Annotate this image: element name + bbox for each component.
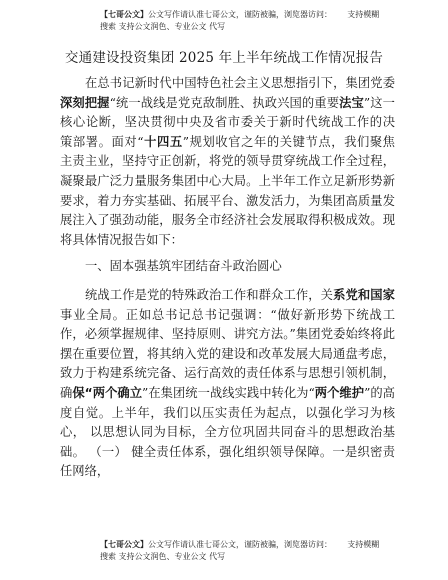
- emphasis-text: 保“两个确立: [72, 385, 143, 400]
- emphasis-text: 两个维护: [314, 385, 365, 400]
- section-paragraph: 统战工作是党的特殊政治工作和群众工作，关系党和国家事业全局。正如总书记总书记强调：“做好新形势下统战工作，必须掌握规律、坚持原则、讲究方法。”集团党委始终将此摆在重要位置，将其纳入党的建设和改革发展大局通盘考虑，致力于构建系统完备、运行高效的责任体系与思想引领机制，确保“两个确立”在集团统一战线实践中转化为“两个维护”的高度自觉。上半年，我们以压实责任为起点，以强化学习为核心， 以思想认同为目标，全方位巩固共同奋斗的思想政治基础。 （一） 健全责任体系，强化组织领导保障。一是织密责任网络，: [60, 287, 395, 479]
- footer-suffix: 支持模糊: [347, 540, 380, 549]
- emphasis-text: 法宝: [339, 95, 364, 110]
- emphasis-text: 十四五: [143, 134, 183, 149]
- emphasis-text: 深刻把握: [60, 95, 110, 110]
- header-brand: 【七哥公文】: [100, 10, 148, 19]
- emphasis-text: 系党和国家: [333, 287, 395, 302]
- header-notice: 公文写作请认准七哥公文，谨防被骗，浏览器访问：: [148, 10, 332, 19]
- intro-paragraph: 在总书记新时代中国特色社会主义思想指引下，集团党委深刻把握“统一战线是党克敌制胜、执政兴国的重要法宝”这一核心论断，坚决贯彻中央及省市委关于新时代统战工作的决 策部署。面对“十四五”规划收官之年的关键节点，我们聚焦 主责主业，坚持守正创新，将党的领导贯穿统战工作全过程， 凝聚最广泛力量服务集团中心大局。上半年工作立足新形势新 要求，着力夯实基础、拓展平台、激发活力，为集团高质量发 展注入了强劲动能，服务全市经济社会发展取得积极成效。现 将具体情况报告如下：: [60, 76, 395, 247]
- header-suffix: 支持模糊: [347, 10, 380, 19]
- header-service-line: 搜索 支持公文润色、专业公文 代写: [100, 22, 226, 31]
- section-heading: 一、固本强基筑牢团结奋斗政治圆心: [85, 259, 282, 274]
- footer-notice: 公文写作请认准七哥公文，谨防被骗，浏览器访问：: [148, 540, 332, 549]
- document-body: [60, 74, 395, 482]
- footer-service-line: 搜索 支持公文润色、专业公文 代写: [100, 552, 226, 561]
- footer-brand: 【七哥公文】: [100, 540, 148, 549]
- document-title: 交通建设投资集团 2025 年上半年统战工作情况报告: [64, 50, 384, 66]
